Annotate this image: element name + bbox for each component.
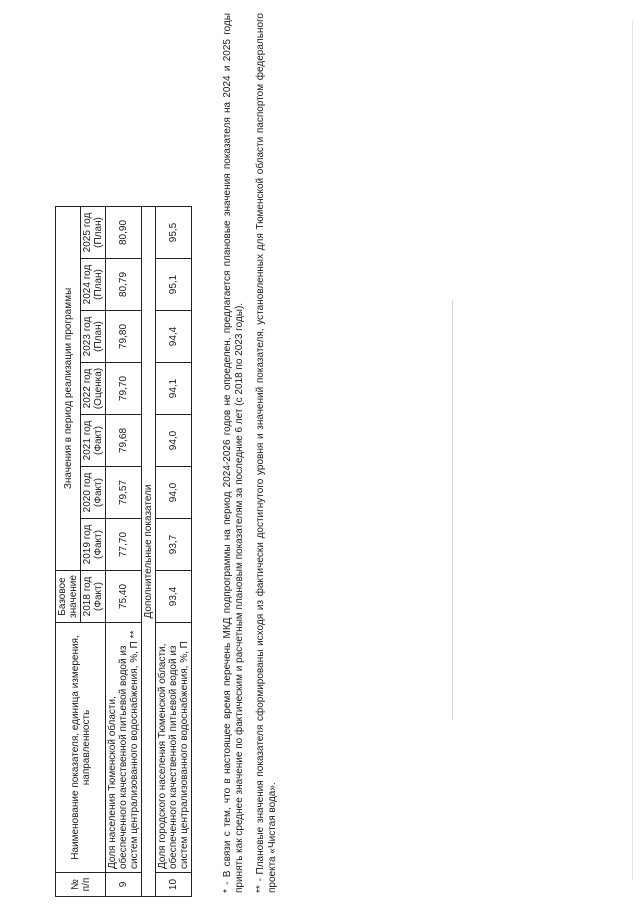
header-row-1 [56,207,81,897]
year-header: 2018 год (Факт) [81,571,106,623]
year-header: 2020 год (Факт) [81,467,106,519]
value-cell: 94,0 [156,467,192,519]
value-cell: 80,79 [106,259,142,311]
col-period-header: Значения в период реализации программы [56,207,81,571]
year-header: 2025 год (План) [81,207,106,259]
indicator-name: Доля городского населения Тюменской области, обеспеченного качественной питьевой водой из систем централизованного водоснабжения, %, П [156,623,192,873]
value-cell: 79,80 [106,311,142,363]
value-cell: 77,70 [106,519,142,571]
value-cell: 94,0 [156,415,192,467]
value-cell: 79,57 [106,467,142,519]
col-no-header: № п/п [56,873,106,897]
value-cell: 95,5 [156,207,192,259]
indicator-table [55,206,192,897]
value-cell: 94,1 [156,363,192,415]
year-header: 2019 год (Факт) [81,519,106,571]
subheader-row [142,207,156,897]
year-header: 2021 год (Факт) [81,415,106,467]
footnotes [222,13,288,893]
value-cell: 94,4 [156,311,192,363]
row-number: 9 [106,873,142,897]
indicator-name: Доля населения Тюменской области, обеспеченного качественной питьевой водой из систем централизованного водоснабжения, %, П ** [106,623,142,873]
value-cell: 80,90 [106,207,142,259]
table-row [156,207,192,897]
footnote-1: * - В связи с тем, что в настоящее время перечень МКД подпрограммы на период 2024-2026 годов не определен, предлагается плановые значения показателя на 2024 и 2025 годы принять как среднее значение по фактическим и расчетным плановым показателям за последние 6 лет (с 2018 по 2023 годы). [222,13,245,893]
value-cell: 95,1 [156,259,192,311]
value-cell: 93,7 [156,519,192,571]
year-header: 2023 год (План) [81,311,106,363]
value-cell: 79,68 [106,415,142,467]
row-number: 10 [156,873,192,897]
col-name-header: Наименование показателя, единица измерения, направленность [56,623,106,873]
table-row [106,207,142,897]
value-cell: 93,4 [156,571,192,623]
scan-artifact-line [452,300,453,720]
year-header: 2022 год (Оценка) [81,363,106,415]
year-header: 2024 год (План) [81,259,106,311]
col-base-header: Базовое значение [56,571,81,623]
footnote-2: ** - Плановые значения показателя сформированы исходя из фактически достигнутого уровня и значений показателя, установленных для Тюменской области паспортом федерального проекта «Чистая вода». [255,13,278,893]
scan-artifact-line [632,20,633,880]
value-cell: 79,70 [106,363,142,415]
section-subheader: Дополнительные показатели [142,207,156,897]
value-cell: 75,40 [106,571,142,623]
